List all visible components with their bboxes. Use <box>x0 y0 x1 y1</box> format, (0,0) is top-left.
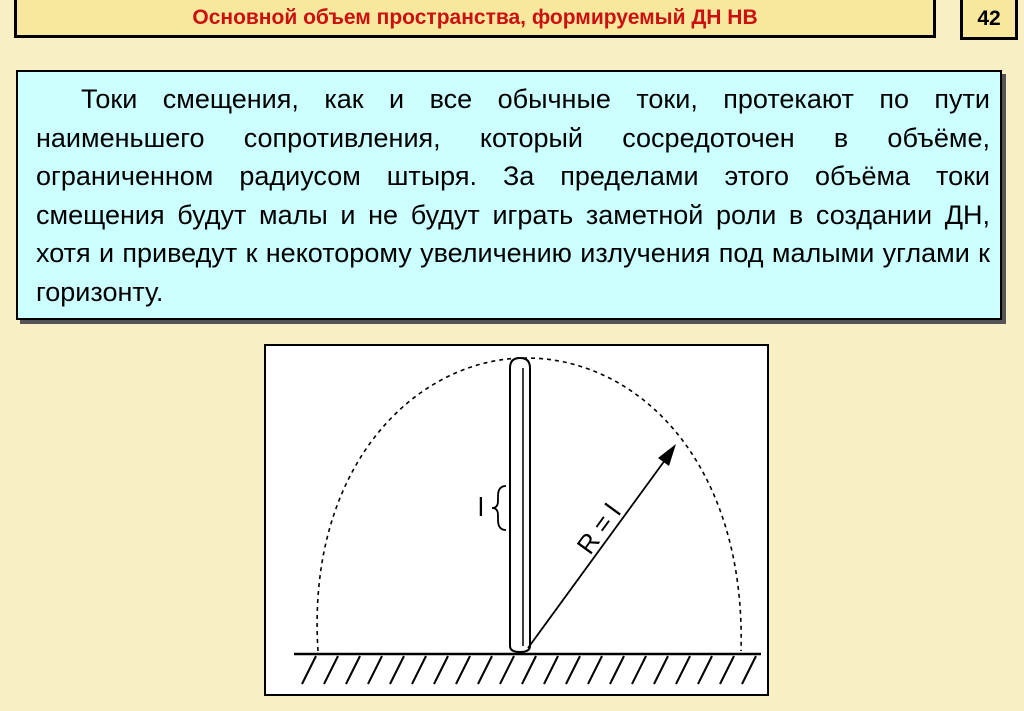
antenna-diagram-svg <box>266 346 767 694</box>
body-text: Токи смещения, как и все обычные токи, протекают по пути наименьшего сопротивления, который сосредоточен в объёме, ограниченном радиусом штыря. За пределами этого объёма токи смещения будут малы и не будут играть заметной роли в создании ДН, хотя и приведут к некоторому увеличению излучения под малыми углами к горизонту. <box>36 84 990 307</box>
radius-arrowhead <box>658 444 676 466</box>
slide-title-bar <box>14 0 936 38</box>
antenna-rod <box>510 358 530 652</box>
slide-number: 42 <box>977 6 1001 30</box>
slide-number-box <box>960 0 1018 40</box>
text-panel <box>16 70 1002 320</box>
length-label: l <box>478 492 484 522</box>
antenna-diagram <box>264 344 769 696</box>
radius-label: R = l <box>570 498 627 560</box>
slide-title: Основной объем пространства, формируемый ДН НВ <box>192 5 758 29</box>
length-brace <box>492 486 506 530</box>
ground-hatching <box>302 656 756 684</box>
